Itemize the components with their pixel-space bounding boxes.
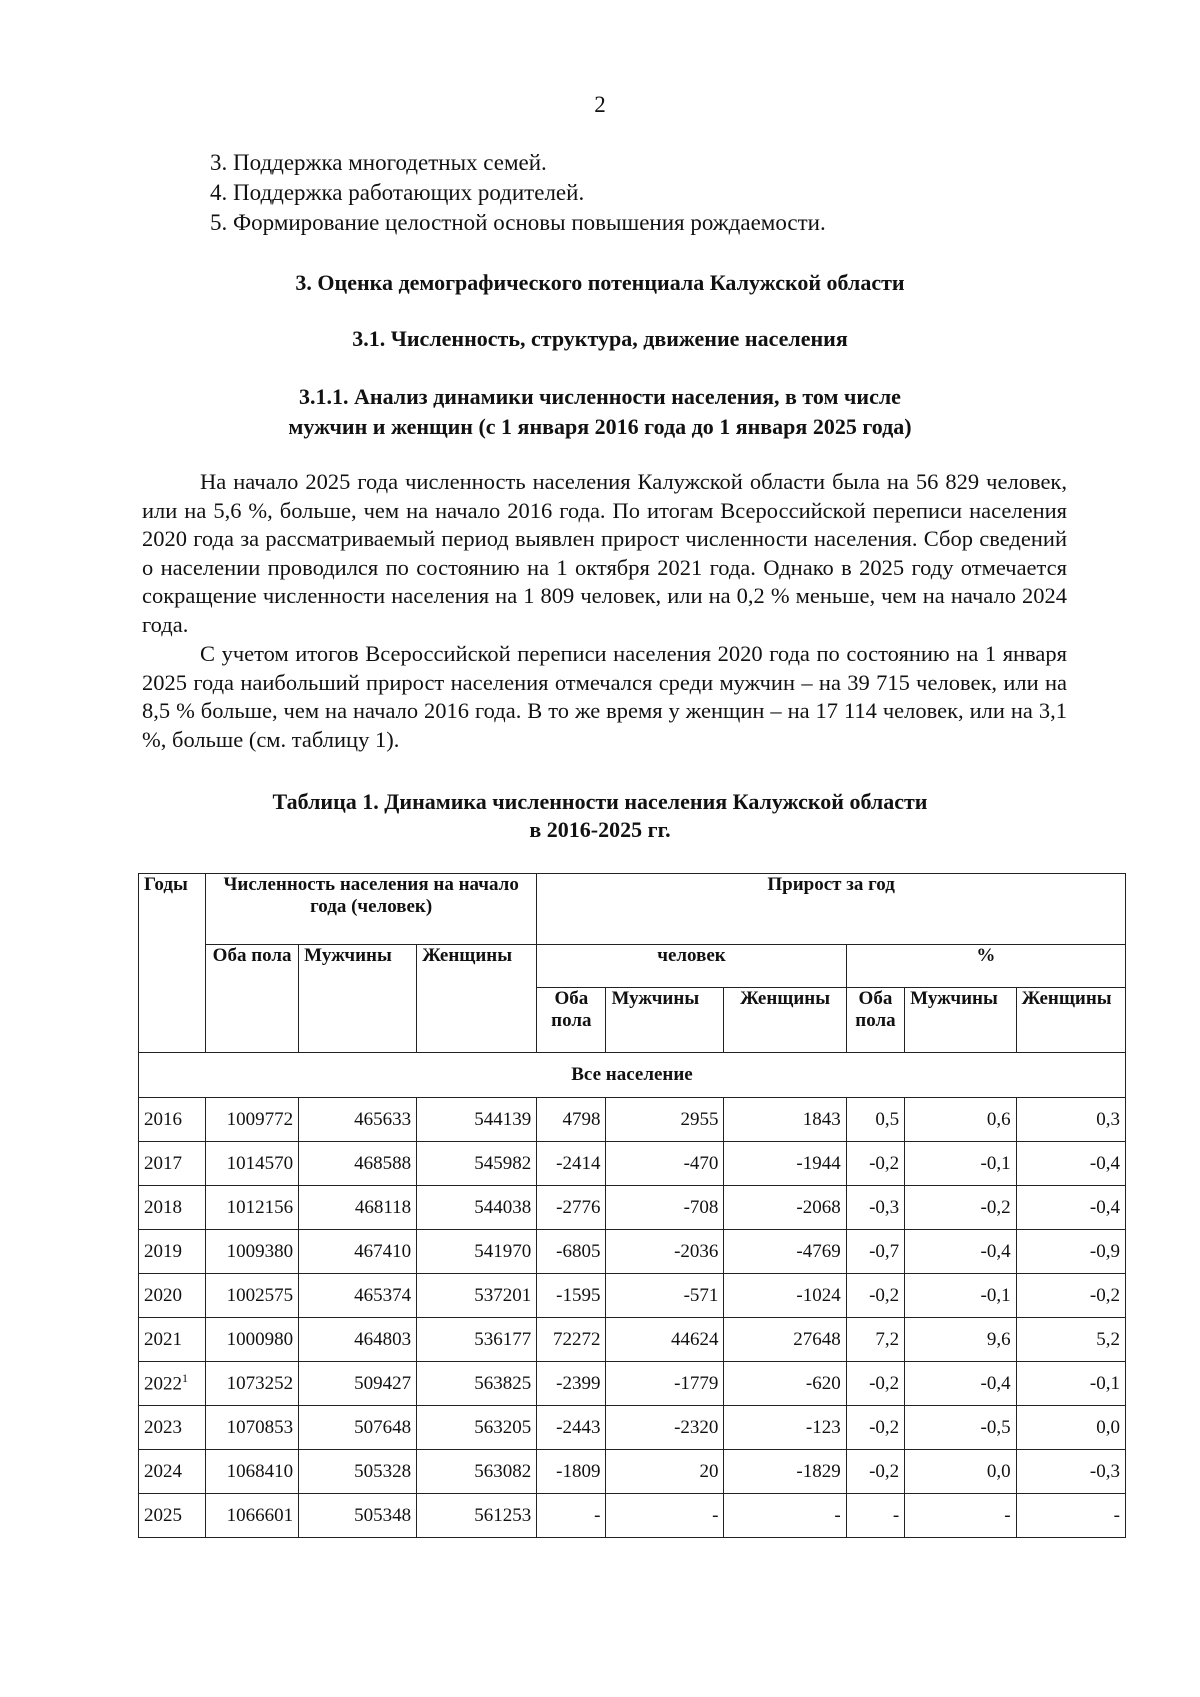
year-text: 2021 xyxy=(144,1328,182,1350)
cell-growth-total: 72272 xyxy=(537,1318,606,1362)
table-row xyxy=(139,1406,1126,1450)
footnote-marker: 1 xyxy=(182,1371,188,1386)
cell-men: 465374 xyxy=(299,1274,417,1318)
cell-growth-men: 20 xyxy=(606,1450,724,1494)
year-text: 2019 xyxy=(144,1240,182,1262)
header-years: Годы xyxy=(139,874,206,1053)
cell-men: 464803 xyxy=(299,1318,417,1362)
cell-total: 1073252 xyxy=(206,1362,299,1406)
table-row xyxy=(139,1362,1126,1406)
cell-percent-total: -0,2 xyxy=(846,1142,904,1186)
cell-percent-men: -0,2 xyxy=(905,1186,1016,1230)
cell-growth-women: -1829 xyxy=(724,1450,846,1494)
cell-growth-women: -620 xyxy=(724,1362,846,1406)
cell-percent-men: -0,4 xyxy=(905,1230,1016,1274)
page-number: 2 xyxy=(594,92,606,117)
header-percent-women: Женщины xyxy=(1016,988,1125,1053)
year-text: 2017 xyxy=(144,1152,182,1174)
cell-growth-total: 4798 xyxy=(537,1098,606,1142)
cell-total: 1070853 xyxy=(206,1406,299,1450)
cell-percent-women: - xyxy=(1016,1494,1125,1538)
cell-growth-men: -2320 xyxy=(606,1406,724,1450)
cell-total: 1009772 xyxy=(206,1098,299,1142)
cell-growth-men: -2036 xyxy=(606,1230,724,1274)
cell-growth-men: 44624 xyxy=(606,1318,724,1362)
cell-total: 1014570 xyxy=(206,1142,299,1186)
table-caption-line: Таблица 1. Динамика численности населения Калужской области xyxy=(272,789,928,814)
cell-growth-women: -4769 xyxy=(724,1230,846,1274)
cell-percent-men: -0,1 xyxy=(905,1274,1016,1318)
cell-percent-men: 9,6 xyxy=(905,1318,1016,1362)
header-growth-women: Женщины xyxy=(724,988,846,1053)
table-row xyxy=(139,1098,1126,1142)
cell-year xyxy=(139,1142,206,1186)
subsubsection-heading-line: 3.1.1. Анализ динамики численности населения, в том числе xyxy=(299,384,901,409)
cell-total: 1066601 xyxy=(206,1494,299,1538)
cell-men: 505328 xyxy=(299,1450,417,1494)
paragraph-text: С учетом итогов Всероссийской переписи населения 2020 года по состоянию на 1 января 2025 года наибольший прирост населения отмечался среди мужчин – на 39 715 человек, или на 8,5 % больше, чем на начало 2016 года. В то же время у женщин – на 17 114 человек, или на 3,1 %, больше (см. таблицу 1). xyxy=(142,641,1067,752)
year-text: 2025 xyxy=(144,1504,182,1526)
header-percent-men: Мужчины xyxy=(905,988,1016,1053)
cell-growth-total: -2776 xyxy=(537,1186,606,1230)
cell-women: 536177 xyxy=(417,1318,537,1362)
cell-growth-women: -1944 xyxy=(724,1142,846,1186)
paragraph-text: На начало 2025 года численность населения Калужской области была на 56 829 человек, или на 5,6 %, больше, чем на начало 2016 года. По итогам Всероссийской переписи населения 2020 года за рассматриваемый период выявлен прирост численности населения. Сбор сведений о населении проводился по состоянию на 1 октября 2021 года. Однако в 2025 году отмечается сокращение численности населения на 1 809 человек, или на 0,2 % меньше, чем на начало 2024 года. xyxy=(142,469,1067,637)
cell-percent-total: -0,2 xyxy=(846,1406,904,1450)
cell-women: 563825 xyxy=(417,1362,537,1406)
cell-percent-total: -0,2 xyxy=(846,1450,904,1494)
year-text: 2018 xyxy=(144,1196,182,1218)
cell-percent-total: -0,3 xyxy=(846,1186,904,1230)
cell-growth-total: -2443 xyxy=(537,1406,606,1450)
cell-year xyxy=(139,1186,206,1230)
table-row xyxy=(139,1318,1126,1362)
cell-percent-total: -0,2 xyxy=(846,1274,904,1318)
cell-percent-total: -0,2 xyxy=(846,1362,904,1406)
list-item: 4. Поддержка работающих родителей. xyxy=(210,180,585,205)
cell-men: 507648 xyxy=(299,1406,417,1450)
cell-total: 1000980 xyxy=(206,1318,299,1362)
table-row xyxy=(139,1274,1126,1318)
year-text: 2016 xyxy=(144,1108,182,1130)
cell-percent-women: 0,3 xyxy=(1016,1098,1125,1142)
list-item: 3. Поддержка многодетных семей. xyxy=(210,150,547,175)
cell-year xyxy=(139,1362,206,1406)
cell-percent-men: -0,1 xyxy=(905,1142,1016,1186)
cell-growth-total: - xyxy=(537,1494,606,1538)
year-text: 2024 xyxy=(144,1460,182,1482)
cell-growth-total: -1595 xyxy=(537,1274,606,1318)
cell-percent-total: 0,5 xyxy=(846,1098,904,1142)
cell-percent-women: -0,2 xyxy=(1016,1274,1125,1318)
table-row xyxy=(139,1142,1126,1186)
table-row xyxy=(139,1230,1126,1274)
cell-year xyxy=(139,1274,206,1318)
cell-women: 545982 xyxy=(417,1142,537,1186)
cell-total: 1068410 xyxy=(206,1450,299,1494)
cell-men: 468588 xyxy=(299,1142,417,1186)
cell-growth-total: -6805 xyxy=(537,1230,606,1274)
cell-percent-men: - xyxy=(905,1494,1016,1538)
cell-men: 468118 xyxy=(299,1186,417,1230)
subsection-heading: 3.1. Численность, структура, движение населения xyxy=(352,326,848,351)
list-item: 5. Формирование целостной основы повышения рождаемости. xyxy=(210,210,826,235)
cell-total: 1012156 xyxy=(206,1186,299,1230)
cell-percent-total: -0,7 xyxy=(846,1230,904,1274)
cell-total: 1009380 xyxy=(206,1230,299,1274)
cell-women: 537201 xyxy=(417,1274,537,1318)
header-percent: % xyxy=(846,945,1125,988)
cell-percent-men: 0,6 xyxy=(905,1098,1016,1142)
cell-percent-men: 0,0 xyxy=(905,1450,1016,1494)
header-women: Женщины xyxy=(417,945,537,1053)
cell-year xyxy=(139,1318,206,1362)
header-growth-men: Мужчины xyxy=(606,988,724,1053)
year-text: 2022 xyxy=(144,1373,182,1395)
cell-growth-men: -470 xyxy=(606,1142,724,1186)
cell-percent-total: 7,2 xyxy=(846,1318,904,1362)
year-text: 2020 xyxy=(144,1284,182,1306)
cell-growth-women: 27648 xyxy=(724,1318,846,1362)
table-caption xyxy=(0,788,1200,844)
cell-year xyxy=(139,1230,206,1274)
cell-women: 561253 xyxy=(417,1494,537,1538)
cell-growth-women: -2068 xyxy=(724,1186,846,1230)
cell-year xyxy=(139,1098,206,1142)
cell-percent-total: - xyxy=(846,1494,904,1538)
cell-percent-women: 0,0 xyxy=(1016,1406,1125,1450)
cell-percent-women: -0,3 xyxy=(1016,1450,1125,1494)
cell-growth-total: -2414 xyxy=(537,1142,606,1186)
table-caption-line: в 2016-2025 гг. xyxy=(529,817,671,842)
cell-women: 563205 xyxy=(417,1406,537,1450)
cell-growth-men: -708 xyxy=(606,1186,724,1230)
cell-percent-women: -0,4 xyxy=(1016,1142,1125,1186)
header-percent-both-sexes: Оба пола xyxy=(846,988,904,1053)
cell-women: 563082 xyxy=(417,1450,537,1494)
paragraph xyxy=(142,640,1067,754)
cell-growth-men: -1779 xyxy=(606,1362,724,1406)
cell-percent-women: 5,2 xyxy=(1016,1318,1125,1362)
table-row xyxy=(139,1186,1126,1230)
header-persons: человек xyxy=(537,945,846,988)
cell-total: 1002575 xyxy=(206,1274,299,1318)
cell-growth-women: -1024 xyxy=(724,1274,846,1318)
cell-men: 505348 xyxy=(299,1494,417,1538)
cell-men: 509427 xyxy=(299,1362,417,1406)
cell-year xyxy=(139,1450,206,1494)
cell-growth-men: -571 xyxy=(606,1274,724,1318)
paragraph xyxy=(142,468,1067,639)
header-both-sexes: Оба пола xyxy=(206,945,299,1053)
population-table xyxy=(138,873,1126,1538)
cell-growth-women: 1843 xyxy=(724,1098,846,1142)
cell-percent-women: -0,4 xyxy=(1016,1186,1125,1230)
cell-percent-women: -0,1 xyxy=(1016,1362,1125,1406)
table-row xyxy=(139,1494,1126,1538)
cell-women: 544038 xyxy=(417,1186,537,1230)
cell-year xyxy=(139,1406,206,1450)
cell-women: 541970 xyxy=(417,1230,537,1274)
cell-men: 467410 xyxy=(299,1230,417,1274)
cell-growth-men: 2955 xyxy=(606,1098,724,1142)
measures-list xyxy=(210,148,826,238)
cell-growth-men: - xyxy=(606,1494,724,1538)
header-growth-both-sexes: Оба пола xyxy=(537,988,606,1053)
table-row xyxy=(139,1450,1126,1494)
header-population: Численность населения на начало года (человек) xyxy=(206,874,537,945)
cell-men: 465633 xyxy=(299,1098,417,1142)
cell-percent-women: -0,9 xyxy=(1016,1230,1125,1274)
cell-growth-total: -1809 xyxy=(537,1450,606,1494)
cell-percent-men: -0,5 xyxy=(905,1406,1016,1450)
header-growth: Прирост за год xyxy=(537,874,1126,945)
section-row-all-population: Все население xyxy=(139,1053,1126,1098)
cell-women: 544139 xyxy=(417,1098,537,1142)
subsubsection-heading-line: мужчин и женщин (с 1 января 2016 года до 1 января 2025 года) xyxy=(288,414,912,439)
cell-growth-women: - xyxy=(724,1494,846,1538)
header-men: Мужчины xyxy=(299,945,417,1053)
cell-growth-total: -2399 xyxy=(537,1362,606,1406)
subsubsection-heading xyxy=(0,382,1200,442)
cell-percent-men: -0,4 xyxy=(905,1362,1016,1406)
cell-year xyxy=(139,1494,206,1538)
cell-growth-women: -123 xyxy=(724,1406,846,1450)
table-body xyxy=(139,1098,1126,1538)
year-text: 2023 xyxy=(144,1416,182,1438)
section-heading: 3. Оценка демографического потенциала Калужской области xyxy=(295,270,905,295)
